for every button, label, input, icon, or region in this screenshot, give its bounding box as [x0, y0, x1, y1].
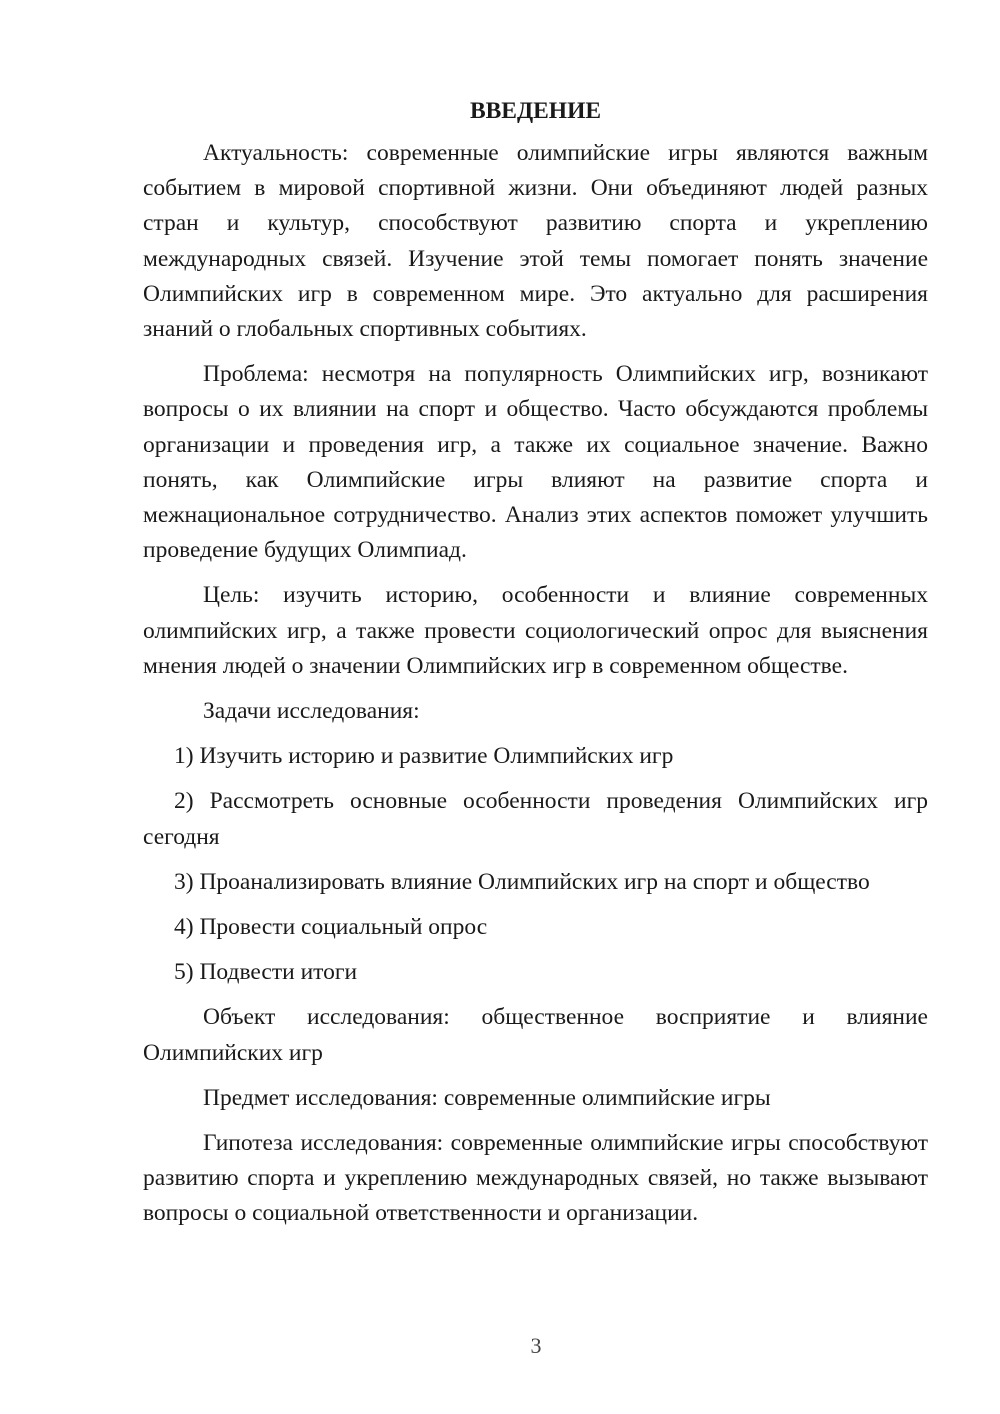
paragraph-relevance: Актуальность: современные олимпийские игры являются важным событием в мировой спортивной жизни. Они объединяют людей разных стран и культур, способствуют развитию спорта и укреплению международных связей. Изучение этой темы помогает понять значение Олимпийских игр в современном мире. Это актуально для расширения знаний о глобальных спортивных событиях. — [143, 140, 928, 343]
paragraph-subject: Предмет исследования: современные олимпийские игры — [203, 1084, 771, 1111]
paragraph-problem: Проблема: несмотря на популярность Олимпийских игр, возникают вопросы о их влиянии на спорт и общество. Часто обсуждаются проблемы организации и проведения игр, а также их социальное значение. Важно понять, как Олимпийские игры влияют на развитие спорта и межнациональное сотрудничество. Анализ этих аспектов поможет улучшить проведение будущих Олимпиад. — [143, 361, 928, 564]
list-item: 4) Провести социальный опрос — [174, 914, 488, 941]
list-item: 5) Подвести итоги — [174, 959, 358, 986]
tasks-heading: Задачи исследования: — [203, 698, 420, 725]
paragraph-object: Объект исследования: общественное восприятие и влияние Олимпийских игр — [143, 1004, 928, 1066]
list-item: 2) Рассмотреть основные особенности проведения Олимпийских игр сегодня — [143, 788, 928, 850]
paragraph-hypothesis: Гипотеза исследования: современные олимпийские игры способствуют развитию спорта и укреплению международных связей, но также вызывают вопросы о социальной ответственности и организации. — [143, 1130, 928, 1227]
list-item: 1) Изучить историю и развитие Олимпийских игр — [174, 743, 674, 770]
tasks-list — [143, 739, 928, 990]
list-item: 3) Проанализировать влияние Олимпийских игр на спорт и общество — [174, 868, 870, 895]
section-title: ВВЕДЕНИЕ — [469, 98, 602, 124]
paragraph-goal: Цель: изучить историю, особенности и влияние современных олимпийских игр, а также провести социологический опрос для выяснения мнения людей о значении Олимпийских игр в современном обществе. — [143, 582, 928, 679]
page-content — [143, 95, 928, 1242]
page-number: 3 — [530, 1333, 542, 1358]
